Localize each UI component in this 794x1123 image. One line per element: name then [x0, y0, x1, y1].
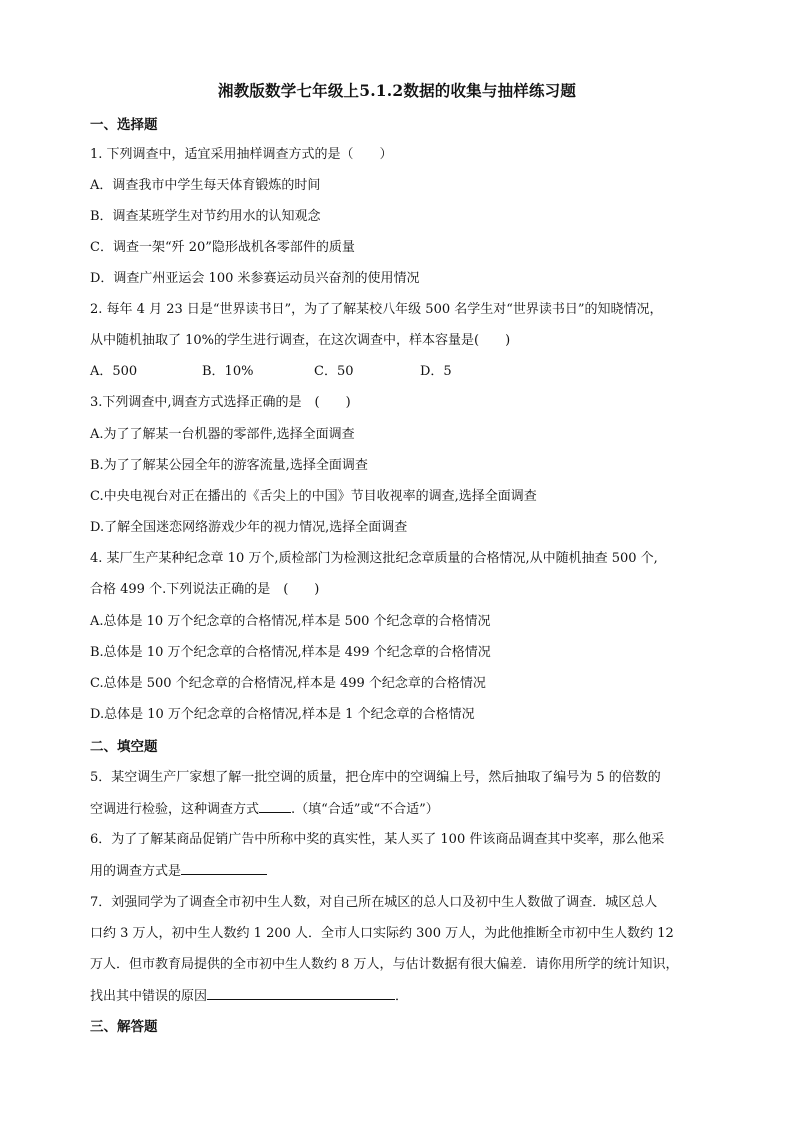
q7-stem-line1: 7．刘强同学为了调查全市初中生人数，对自己所在城区的总人口及初中生人数做了调查．城区总人: [90, 895, 658, 910]
q4-option-c: C.总体是 500 个纪念章的合格情况,样本是 499 个纪念章的合格情况: [90, 676, 486, 691]
q5-line2-end: .（填“合适”或“不合适”）: [291, 802, 439, 817]
q3-option-b: B.为了了解某公园全年的游客流量,选择全面调查: [90, 458, 368, 473]
q7-stem-line2: 口约 3 万人，初中生人数约 1 200 人．全市人口实际约 300 万人，为此他推断全市初中生人数约 12: [90, 926, 674, 941]
q2-option-c: C．50: [314, 364, 354, 379]
page-title: 湘教版数学七年级上5.1.2数据的收集与抽样练习题: [217, 81, 577, 100]
section-heading-solve: 三、解答题: [90, 1019, 158, 1035]
q6-answer-blank[interactable]: [181, 862, 267, 875]
q2-option-a: A．500: [90, 364, 138, 379]
q1-option-c: C．调查一架“歼 20”隐形战机各零部件的质量: [90, 240, 355, 255]
q1-option-d: D．调查广州亚运会 100 米参赛运动员兴奋剂的使用情况: [90, 271, 420, 286]
q6-stem-line1: 6．为了了解某商品促销广告中所称中奖的真实性，某人买了 100 件该商品调查其中奖率，那么他采: [90, 832, 665, 847]
section-heading-fill: 二、填空题: [90, 739, 158, 755]
q2-option-b: B．10%: [202, 364, 254, 379]
q4-option-a: A.总体是 10 万个纪念章的合格情况,样本是 500 个纪念章的合格情况: [90, 614, 491, 629]
q2-option-d: D．5: [420, 364, 452, 379]
q4-stem-line2: 合格 499 个.下列说法正确的是 ( ): [90, 582, 320, 597]
q7-stem-line4: [90, 987, 408, 1006]
q7-line4-end: ．: [395, 989, 409, 1004]
q1-stem: 1. 下列调查中，适宜采用抽样调查方式的是（ ）: [90, 147, 393, 162]
q3-stem: 3.下列调查中,调查方式选择正确的是 ( ): [90, 395, 351, 410]
q7-line4-start: 找出其中错误的原因: [90, 989, 208, 1004]
q2-stem-line1: 2. 每年 4 月 23 日是“世界读书日”，为了了解某校八年级 500 名学生对“世界读书日”的知晓情况，: [90, 302, 663, 317]
q2-stem-line2: 从中随机抽取了 10%的学生进行调查，在这次调查中，样本容量是( ): [90, 333, 511, 348]
q7-answer-blank[interactable]: [207, 987, 395, 1000]
q3-option-c: C.中央电视台对正在播出的《舌尖上的中国》节目收视率的调查,选择全面调查: [90, 489, 537, 504]
q4-option-b: B.总体是 10 万个纪念章的合格情况,样本是 499 个纪念章的合格情况: [90, 645, 491, 660]
q4-option-d: D.总体是 10 万个纪念章的合格情况,样本是 1 个纪念章的合格情况: [90, 707, 475, 722]
q6-stem-line2: [90, 862, 267, 881]
q6-line2-start: 用的调查方式是: [90, 864, 182, 879]
q3-option-a: A.为了了解某一台机器的零部件,选择全面调查: [90, 427, 355, 442]
q5-stem-line1: 5．某空调生产厂家想了解一批空调的质量，把仓库中的空调编上号，然后抽取了编号为 5 的倍数的: [90, 770, 661, 785]
section-heading-choice: 一、选择题: [90, 117, 158, 133]
q1-option-a: A．调查我市中学生每天体育锻炼的时间: [90, 178, 321, 193]
q3-option-d: D.了解全国迷恋网络游戏少年的视力情况,选择全面调查: [90, 520, 408, 535]
q1-option-b: B．调查某班学生对节约用水的认知观念: [90, 209, 321, 224]
q7-stem-line3: 万人．但市教育局提供的全市初中生人数约 8 万人，与估计数据有很大偏差．请你用所学的统计知识，: [90, 957, 679, 972]
q5-stem-line2: [90, 800, 439, 819]
q5-line2-start: 空调进行检验，这种调查方式: [90, 802, 260, 817]
q5-answer-blank[interactable]: [259, 800, 291, 813]
q4-stem-line1: 4. 某厂生产某种纪念章 10 万个,质检部门为检测这批纪念章质量的合格情况,从中随机抽查 500 个,: [90, 551, 658, 566]
